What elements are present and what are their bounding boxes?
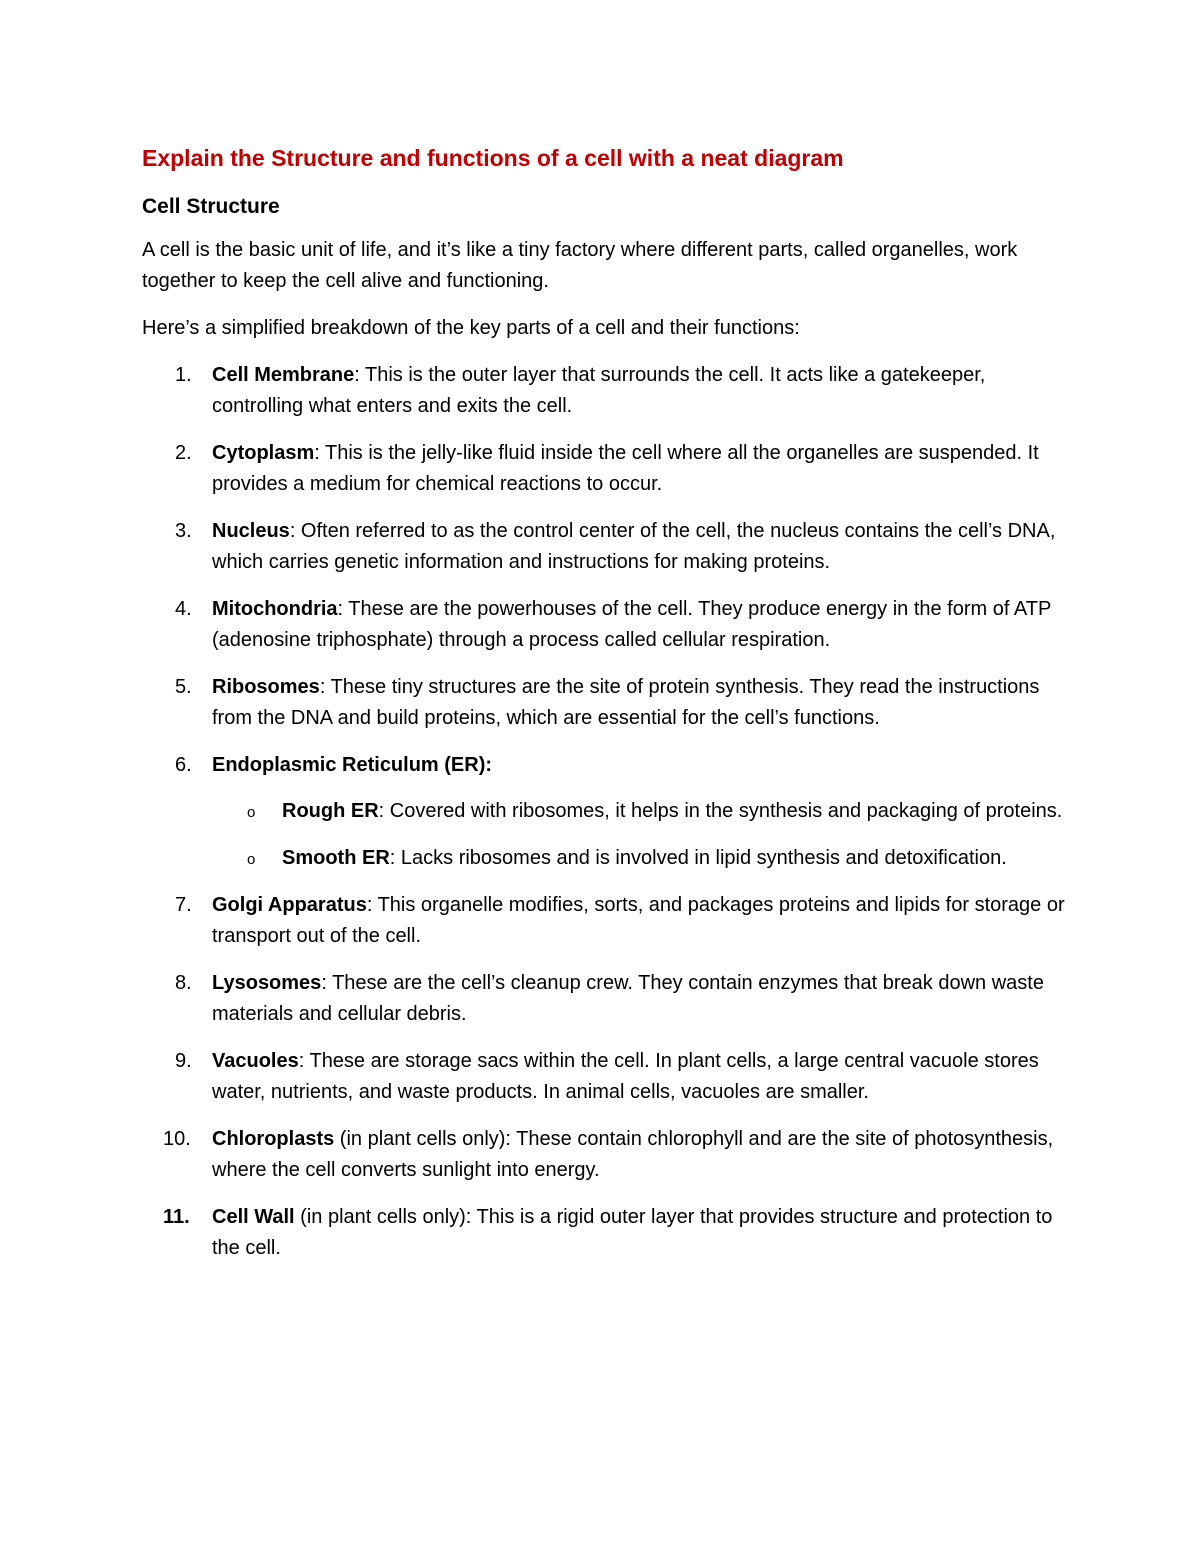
item-term: Nucleus (212, 520, 290, 542)
list-item (142, 968, 1072, 1030)
organelle-list (142, 360, 1072, 1264)
list-number: 11. (163, 1206, 190, 1228)
list-item (142, 360, 1072, 422)
list-number: 3. (175, 520, 192, 542)
item-term: Cell Wall (212, 1206, 295, 1228)
list-number: 9. (175, 1050, 192, 1072)
item-term: Chloroplasts (212, 1128, 335, 1150)
list-item (142, 672, 1072, 734)
document-page (142, 140, 1072, 1280)
list-number: 10. (163, 1128, 191, 1150)
item-term: Mitochondria (212, 598, 338, 620)
item-description: : These are the powerhouses of the cell. They produce energy in the form of ATP (adenosine triphosphate) through a process called cellular respiration. (212, 598, 1051, 651)
item-description: : These are the cell’s cleanup crew. They contain enzymes that break down waste materials and cellular debris. (212, 972, 1044, 1025)
item-description: : These are storage sacs within the cell. In plant cells, a large central vacuole stores water, nutrients, and waste products. In animal cells, vacuoles are smaller. (212, 1050, 1039, 1103)
item-term: Endoplasmic Reticulum (ER) (212, 754, 486, 776)
list-number: 6. (175, 754, 192, 776)
section-heading: Cell Structure (142, 195, 280, 218)
list-item (142, 1202, 1072, 1264)
list-number: 5. (175, 676, 192, 698)
list-number: 2. (175, 442, 192, 464)
item-description: : These tiny structures are the site of protein synthesis. They read the instructions from the DNA and build proteins, which are essential for the cell’s functions. (212, 676, 1040, 729)
item-description: (in plant cells only): These contain chlorophyll and are the site of photosynthesis, where the cell converts sunlight into energy. (212, 1128, 1054, 1181)
list-number: 1. (175, 364, 192, 386)
er-sublist (212, 796, 1072, 874)
item-description: : This is the jelly-like fluid inside the cell where all the organelles are suspended. It provides a medium for chemical reactions to occur. (212, 442, 1039, 495)
item-term: Cytoplasm (212, 442, 315, 464)
item-term: Vacuoles (212, 1050, 299, 1072)
list-item (142, 890, 1072, 952)
list-item (142, 594, 1072, 656)
list-number: 7. (175, 894, 192, 916)
item-description: : (485, 754, 493, 776)
list-item (142, 1046, 1072, 1108)
item-term: Cell Membrane (212, 364, 355, 386)
item-description: : This is the outer layer that surrounds the cell. It acts like a gatekeeper, controlling what enters and exits the cell. (212, 364, 986, 417)
item-description: : Often referred to as the control center of the cell, the nucleus contains the cell’s DNA, which carries genetic information and instructions for making proteins. (212, 520, 1056, 573)
item-description: (in plant cells only): This is a rigid outer layer that provides structure and protection to the cell. (212, 1206, 1053, 1259)
subitem-description: : Covered with ribosomes, it helps in the synthesis and packaging of proteins. (378, 800, 1063, 822)
list-item (142, 438, 1072, 500)
list-item (142, 516, 1072, 578)
item-description: : This organelle modifies, sorts, and packages proteins and lipids for storage or transport out of the cell. (212, 894, 1065, 947)
subitem-term: Rough ER (282, 800, 379, 822)
subitem-description: : Lacks ribosomes and is involved in lipid synthesis and detoxification. (389, 847, 1007, 869)
circle-bullet-icon: o (247, 851, 256, 868)
circle-bullet-icon: o (247, 804, 256, 821)
document-title: Explain the Structure and functions of a cell with a neat diagram (142, 145, 844, 171)
list-number: 4. (175, 598, 192, 620)
item-term: Lysosomes (212, 972, 322, 994)
list-number: 8. (175, 972, 192, 994)
item-term: Ribosomes (212, 676, 320, 698)
list-item (142, 1124, 1072, 1186)
lead-paragraph: Here’s a simplified breakdown of the key parts of a cell and their functions: (142, 317, 800, 339)
sublist-item (212, 843, 1072, 874)
subitem-term: Smooth ER (282, 847, 390, 869)
intro-paragraph: A cell is the basic unit of life, and it’s like a tiny factory where different parts, called organelles, work together to keep the cell alive and functioning. (142, 239, 1018, 292)
sublist-item (212, 796, 1072, 827)
list-item (142, 750, 1072, 874)
item-term: Golgi Apparatus (212, 894, 367, 916)
